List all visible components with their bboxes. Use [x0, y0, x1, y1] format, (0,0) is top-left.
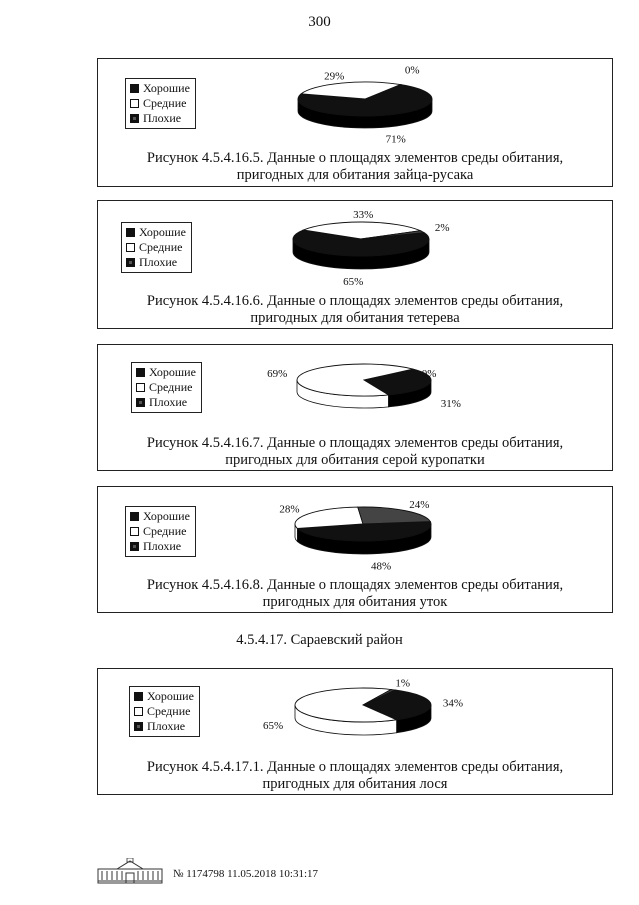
pie-chart	[98, 201, 614, 301]
pie-data-label: 34%	[442, 697, 464, 710]
pie-data-label: 69%	[267, 368, 288, 381]
legend-label: Хорошие	[139, 225, 186, 239]
pie-data-label: 71%	[385, 133, 406, 146]
legend-label: Плохие	[143, 111, 182, 125]
legend-label: Хорошие	[149, 365, 196, 379]
legend-label: Хорошие	[143, 81, 190, 95]
legend-label: Средние	[147, 704, 191, 718]
figure-3	[97, 344, 613, 471]
legend-label: Хорошие	[143, 509, 190, 523]
legend-label: Средние	[143, 524, 187, 538]
legend-label: Средние	[139, 240, 183, 254]
footer	[97, 858, 319, 886]
pie-data-label: 28%	[279, 503, 300, 516]
pie-data-label: 48%	[371, 560, 392, 573]
figure-caption-line-2: пригодных для обитания уток	[262, 594, 448, 610]
page-number: 300	[308, 14, 331, 30]
pie-data-label: 2%	[434, 222, 450, 235]
pie-data-label: 65%	[343, 275, 364, 288]
figure-5	[97, 668, 613, 795]
legend-label: Плохие	[143, 539, 182, 553]
pie-data-label: 33%	[353, 209, 374, 222]
pie-data-label: 65%	[263, 720, 284, 733]
figure-caption-line-2: пригодных для обитания тетерева	[250, 310, 460, 326]
pie-data-label: 1%	[395, 677, 411, 690]
legend-label: Средние	[143, 96, 187, 110]
pie-data-label: 0%	[404, 64, 420, 77]
document-id-datetime: 1174798 11.05.2018 10:31:17	[186, 868, 319, 880]
legend-label: Плохие	[147, 719, 186, 733]
figure-caption-line-1: Рисунок 4.5.4.16.6. Данные о площадях элементов среды обитания,	[146, 293, 564, 309]
pie-data-label: 29%	[324, 70, 345, 83]
figure-caption-line-2: пригодных для обитания серой куропатки	[225, 452, 485, 468]
figure-caption-line-1: Рисунок 4.5.4.16.8. Данные о площадях элементов среды обитания,	[146, 577, 564, 593]
number-sign: №	[173, 868, 184, 880]
figure-caption-line-1: Рисунок 4.5.4.16.7. Данные о площадях элементов среды обитания,	[146, 435, 564, 451]
pie-data-label: 24%	[409, 499, 430, 512]
figure-2	[97, 200, 613, 329]
building-stamp-icon	[97, 858, 163, 886]
figure-caption-line-1: Рисунок 4.5.4.17.1. Данные о площадях элементов среды обитания,	[146, 759, 564, 775]
legend-label: Средние	[149, 380, 193, 394]
figure-caption-line-2: пригодных для обитания зайца-русака	[236, 167, 474, 183]
document-stamp-text	[173, 868, 318, 880]
pie-chart	[98, 59, 614, 159]
legend-label: Плохие	[149, 395, 188, 409]
pie-chart	[98, 487, 614, 587]
pie-chart	[98, 345, 614, 445]
legend-label: Плохие	[139, 255, 178, 269]
pie-data-label: 0%	[421, 367, 437, 380]
pie-chart	[98, 669, 614, 769]
figure-caption-line-1: Рисунок 4.5.4.16.5. Данные о площадях элементов среды обитания,	[146, 150, 564, 166]
figure-caption-line-2: пригодных для обитания лося	[262, 776, 448, 792]
legend-label: Хорошие	[147, 689, 194, 703]
pie-data-label: 31%	[440, 397, 461, 410]
figure-1	[97, 58, 613, 187]
figure-4	[97, 486, 613, 613]
section-heading: 4.5.4.17. Сараевский район	[236, 632, 403, 648]
